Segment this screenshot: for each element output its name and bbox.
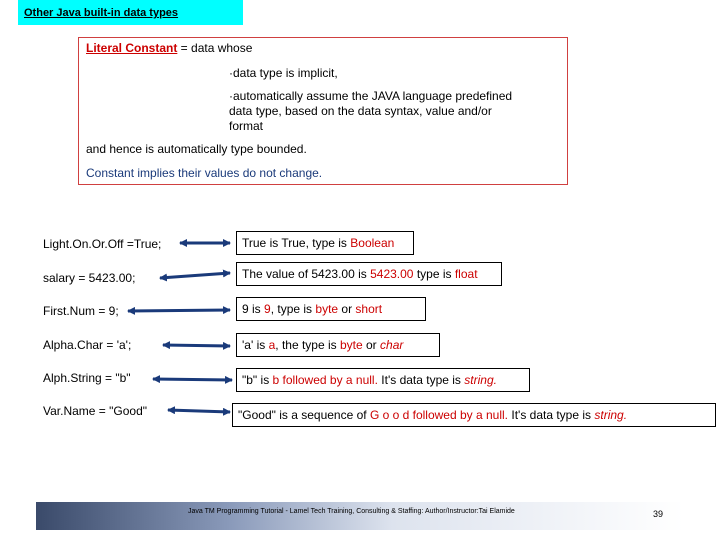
example-desc-5: "b" is b followed by a null. It's data type is string. [236, 368, 530, 392]
example-desc-4: 'a' is a, the type is byte or char [236, 333, 440, 357]
definition-bullet-2-line-1: ·automatically assume the JAVA language predefined [229, 89, 513, 103]
arrow-4 [163, 345, 230, 346]
example-desc-6: "Good" is a sequence of G o o d followed by a null. It's data type is string. [232, 403, 716, 427]
slide-title: Other Java built-in data types [24, 7, 179, 19]
arrow-5 [153, 379, 232, 380]
definition-intro: = data whose [177, 41, 253, 55]
definition-term: Literal Constant [86, 41, 178, 55]
definition-bullet-1: ·data type is implicit, [229, 66, 338, 80]
example-code-1: Light.On.Or.Off =True; [43, 237, 162, 251]
arrow-6 [168, 410, 230, 412]
definition-hence: and hence is automatically type bounded. [86, 142, 307, 156]
definition-constant-note: Constant implies their values do not change. [86, 166, 323, 180]
footer-bar [36, 502, 684, 530]
arrow-3 [128, 310, 230, 311]
definition-bullet-2-line-3: format [229, 119, 264, 133]
definition-bullet-2-line-2: data type, based on the data syntax, value and/or [229, 104, 492, 118]
example-code-2: salary = 5423.00; [43, 271, 136, 285]
arrow-2 [160, 273, 230, 278]
example-code-4: Alpha.Char = 'a'; [43, 338, 132, 352]
example-code-6: Var.Name = "Good" [43, 404, 148, 418]
page-number: 39 [653, 509, 664, 519]
example-desc-2: The value of 5423.00 is 5423.00 type is float [236, 262, 502, 286]
example-code-5: Alph.String = "b" [43, 371, 131, 385]
example-desc-3: 9 is 9, type is byte or short [236, 297, 426, 321]
example-desc-1: True is True, type is Boolean [236, 231, 414, 255]
example-code-3: First.Num = 9; [43, 304, 119, 318]
footer-text: Java TM Programming Tutorial - Lamel Tech Training, Consulting & Staffing: Author/Instructor:Tai Elamide [188, 508, 515, 515]
